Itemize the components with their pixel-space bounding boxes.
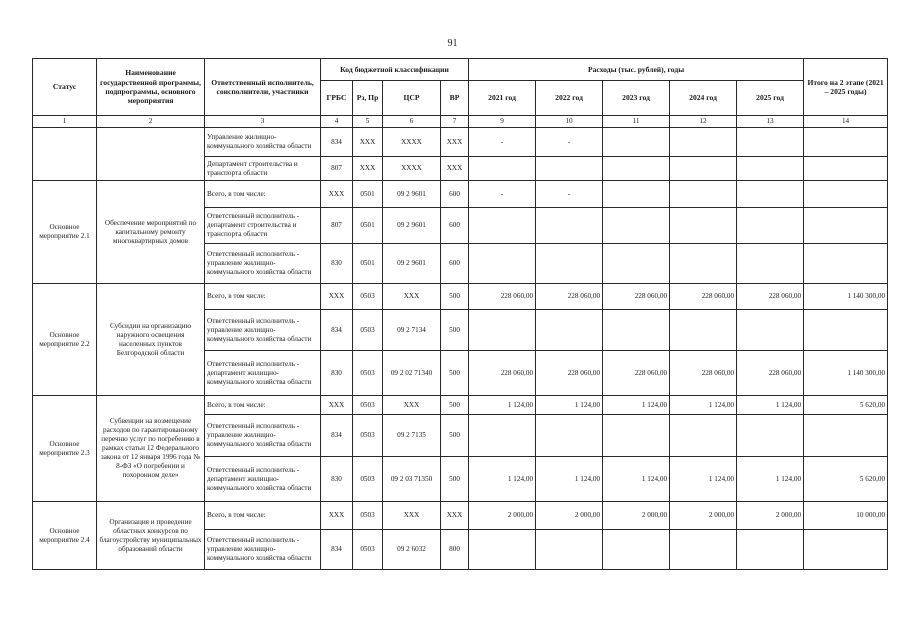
value-2024: [670, 181, 737, 208]
value-2025: 1 124,00: [737, 396, 804, 415]
vr-cell: XXX: [441, 157, 469, 181]
grbs-cell: XXX: [321, 284, 353, 310]
value-2022: 1 124,00: [536, 396, 603, 415]
rzpr-cell: XXX: [353, 157, 383, 181]
activity-name-cell: Обеспечение мероприятий по капитальному ремонту многоквартирных домов: [97, 181, 205, 284]
budget-table: [32, 58, 888, 570]
value-2023: 228 060,00: [603, 284, 670, 310]
value-2024: [670, 244, 737, 284]
value-2021: -: [469, 181, 536, 208]
header-2021: 2021 год: [469, 81, 536, 116]
value-2023: [603, 310, 670, 351]
col-num: 4: [321, 116, 353, 128]
vr-cell: 500: [441, 396, 469, 415]
value-2025: 1 124,00: [737, 457, 804, 502]
value-2023: [603, 181, 670, 208]
status-cell-empty: [33, 128, 97, 181]
col-num: 12: [670, 116, 737, 128]
csr-cell: XXXX: [383, 128, 441, 157]
value-2022: 228 060,00: [536, 351, 603, 396]
vr-cell: 800: [441, 530, 469, 570]
vr-cell: 500: [441, 310, 469, 351]
value-2023: 1 124,00: [603, 396, 670, 415]
value-2021: 228 060,00: [469, 351, 536, 396]
activity-name-cell: Организация и проведение областных конкурсов по благоустройству муниципальных образований области: [97, 502, 205, 570]
vr-cell: XXX: [441, 502, 469, 530]
value-2021: [469, 530, 536, 570]
csr-cell: 09 2 9601: [383, 181, 441, 208]
value-2025: [737, 310, 804, 351]
csr-cell: 09 2 02 71340: [383, 351, 441, 396]
vr-cell: 600: [441, 244, 469, 284]
header-csr: ЦСР: [383, 81, 441, 116]
col-num: 3: [205, 116, 321, 128]
value-total: [804, 310, 888, 351]
value-2021: [469, 415, 536, 457]
header-2024: 2024 год: [670, 81, 737, 116]
value-2024: 1 124,00: [670, 457, 737, 502]
header-grbs: ГРБС: [321, 81, 353, 116]
value-total: 1 140 300,00: [804, 284, 888, 310]
value-2025: [737, 415, 804, 457]
value-2023: 228 060,00: [603, 351, 670, 396]
value-2025: 228 060,00: [737, 351, 804, 396]
col-num: 10: [536, 116, 603, 128]
value-2025: 2 000,00: [737, 502, 804, 530]
value-2024: 228 060,00: [670, 284, 737, 310]
value-2021: 1 124,00: [469, 457, 536, 502]
grbs-cell: 830: [321, 457, 353, 502]
value-2022: [536, 415, 603, 457]
value-2022: 2 000,00: [536, 502, 603, 530]
status-cell: Основное мероприятие 2.3: [33, 396, 97, 502]
table-row: [33, 396, 888, 415]
rzpr-cell: 0503: [353, 502, 383, 530]
vr-cell: 600: [441, 181, 469, 208]
header-vr: ВР: [441, 81, 469, 116]
rzpr-cell: 0501: [353, 181, 383, 208]
csr-cell: 09 2 03 71350: [383, 457, 441, 502]
rzpr-cell: 0503: [353, 284, 383, 310]
value-2023: [603, 128, 670, 157]
col-num: 11: [603, 116, 670, 128]
header-total: Итого на 2 этапе (2021 – 2025 годы): [804, 59, 888, 116]
value-total: [804, 128, 888, 157]
value-2022: [536, 530, 603, 570]
value-2025: [737, 181, 804, 208]
vr-cell: 600: [441, 208, 469, 244]
value-2025: [737, 157, 804, 181]
grbs-cell: 834: [321, 310, 353, 351]
table-row: [33, 181, 888, 208]
executor-cell: Всего, в том числе:: [205, 502, 321, 530]
header-executor: Ответственный исполнитель, соисполнители, участники: [205, 59, 321, 116]
value-2022: [536, 157, 603, 181]
header-name: Наименование государственной программы, подпрограммы, основного мероприятия: [97, 59, 205, 116]
value-2025: [737, 244, 804, 284]
rzpr-cell: 0503: [353, 396, 383, 415]
csr-cell: 09 2 9601: [383, 208, 441, 244]
table-row: [33, 502, 888, 530]
value-total: [804, 157, 888, 181]
col-num: 9: [469, 116, 536, 128]
header-2022: 2022 год: [536, 81, 603, 116]
value-2023: 2 000,00: [603, 502, 670, 530]
grbs-cell: 834: [321, 128, 353, 157]
value-2024: [670, 128, 737, 157]
value-2022: [536, 208, 603, 244]
value-2021: [469, 157, 536, 181]
value-total: [804, 181, 888, 208]
grbs-cell: 830: [321, 244, 353, 284]
value-2024: [670, 530, 737, 570]
value-2023: [603, 208, 670, 244]
header-2025: 2025 год: [737, 81, 804, 116]
value-2021: -: [469, 128, 536, 157]
status-cell: Основное мероприятие 2.4: [33, 502, 97, 570]
col-num: 7: [441, 116, 469, 128]
value-total: 10 000,00: [804, 502, 888, 530]
header-budget-code: Код бюджетной классификации: [321, 59, 469, 81]
table-row: [33, 128, 888, 157]
rzpr-cell: 0503: [353, 415, 383, 457]
executor-cell: Ответственный исполнитель - управление жилищно-коммунального хозяйства области: [205, 310, 321, 351]
grbs-cell: 830: [321, 351, 353, 396]
value-2023: [603, 530, 670, 570]
value-2022: [536, 310, 603, 351]
value-2021: [469, 208, 536, 244]
value-2021: 1 124,00: [469, 396, 536, 415]
grbs-cell: 834: [321, 530, 353, 570]
value-2025: [737, 530, 804, 570]
grbs-cell: 807: [321, 208, 353, 244]
vr-cell: 500: [441, 415, 469, 457]
header-expenses: Расходы (тыс. рублей), годы: [469, 59, 804, 81]
value-2024: [670, 310, 737, 351]
grbs-cell: XXX: [321, 181, 353, 208]
value-total: [804, 208, 888, 244]
value-total: 5 620,00: [804, 396, 888, 415]
csr-cell: XXX: [383, 284, 441, 310]
csr-cell: 09 2 6032: [383, 530, 441, 570]
value-2024: 1 124,00: [670, 396, 737, 415]
executor-cell: Ответственный исполнитель - департамент жилищно-коммунального хозяйства области: [205, 457, 321, 502]
status-cell: Основное мероприятие 2.2: [33, 284, 97, 396]
csr-cell: 09 2 7135: [383, 415, 441, 457]
executor-cell: Управление жилищно-коммунального хозяйства области: [205, 128, 321, 157]
grbs-cell: 807: [321, 157, 353, 181]
value-2025: [737, 128, 804, 157]
rzpr-cell: 0503: [353, 351, 383, 396]
value-2022: -: [536, 128, 603, 157]
value-2021: 2 000,00: [469, 502, 536, 530]
csr-cell: XXXX: [383, 157, 441, 181]
vr-cell: 500: [441, 457, 469, 502]
value-total: [804, 415, 888, 457]
value-2022: 1 124,00: [536, 457, 603, 502]
name-cell-empty: [97, 128, 205, 181]
header-status: Статус: [33, 59, 97, 116]
value-2023: 1 124,00: [603, 457, 670, 502]
vr-cell: XXX: [441, 128, 469, 157]
executor-cell: Всего, в том числе:: [205, 396, 321, 415]
page-number: 91: [447, 38, 458, 49]
col-num: 1: [33, 116, 97, 128]
value-2025: 228 060,00: [737, 284, 804, 310]
col-num: 13: [737, 116, 804, 128]
csr-cell: 09 2 7134: [383, 310, 441, 351]
value-2023: [603, 157, 670, 181]
value-2021: [469, 310, 536, 351]
rzpr-cell: 0503: [353, 530, 383, 570]
executor-cell: Всего, в том числе:: [205, 284, 321, 310]
value-total: 1 140 300,00: [804, 351, 888, 396]
executor-cell: Ответственный исполнитель - управление жилищно-коммунального хозяйства области: [205, 530, 321, 570]
rzpr-cell: 0501: [353, 244, 383, 284]
col-num: 2: [97, 116, 205, 128]
grbs-cell: XXX: [321, 502, 353, 530]
col-num: 6: [383, 116, 441, 128]
value-total: [804, 244, 888, 284]
vr-cell: 500: [441, 284, 469, 310]
value-2022: 228 060,00: [536, 284, 603, 310]
value-2023: [603, 244, 670, 284]
status-cell: Основное мероприятие 2.1: [33, 181, 97, 284]
value-2023: [603, 415, 670, 457]
vr-cell: 500: [441, 351, 469, 396]
value-2024: 2 000,00: [670, 502, 737, 530]
rzpr-cell: 0503: [353, 310, 383, 351]
header-2023: 2023 год: [603, 81, 670, 116]
value-2021: [469, 244, 536, 284]
csr-cell: 09 2 9601: [383, 244, 441, 284]
value-2022: [536, 244, 603, 284]
value-total: 5 620,00: [804, 457, 888, 502]
value-2024: [670, 415, 737, 457]
column-number-row: [33, 116, 888, 128]
executor-cell: Департамент строительства и транспорта области: [205, 157, 321, 181]
table-row: [33, 284, 888, 310]
rzpr-cell: 0503: [353, 457, 383, 502]
value-2025: [737, 208, 804, 244]
rzpr-cell: XXX: [353, 128, 383, 157]
executor-cell: Ответственный исполнитель - департамент строительства и транспорта области: [205, 208, 321, 244]
csr-cell: XXX: [383, 502, 441, 530]
value-2024: [670, 208, 737, 244]
activity-name-cell: Субсидии на организацию наружного освещения населенных пунктов Белгородской области: [97, 284, 205, 396]
col-num: 5: [353, 116, 383, 128]
rzpr-cell: 0501: [353, 208, 383, 244]
activity-name-cell: Субвенции на возмещение расходов по гарантированному перечню услуг по погребению в рамках статьи 12 Федерального закона от 12 января 1996 года № 8-ФЗ «О погребении и похоронном деле»: [97, 396, 205, 502]
value-2022: -: [536, 181, 603, 208]
header-rzpr: Рз, Пр: [353, 81, 383, 116]
executor-cell: Ответственный исполнитель - департамент жилищно-коммунального хозяйства области: [205, 351, 321, 396]
value-2024: [670, 157, 737, 181]
executor-cell: Всего, в том числе:: [205, 181, 321, 208]
value-2024: 228 060,00: [670, 351, 737, 396]
executor-cell: Ответственный исполнитель - управление жилищно-коммунального хозяйства области: [205, 244, 321, 284]
col-num: 14: [804, 116, 888, 128]
grbs-cell: XXX: [321, 396, 353, 415]
csr-cell: XXX: [383, 396, 441, 415]
value-total: [804, 530, 888, 570]
executor-cell: Ответственный исполнитель - управление жилищно-коммунального хозяйства области: [205, 415, 321, 457]
grbs-cell: 834: [321, 415, 353, 457]
value-2021: 228 060,00: [469, 284, 536, 310]
